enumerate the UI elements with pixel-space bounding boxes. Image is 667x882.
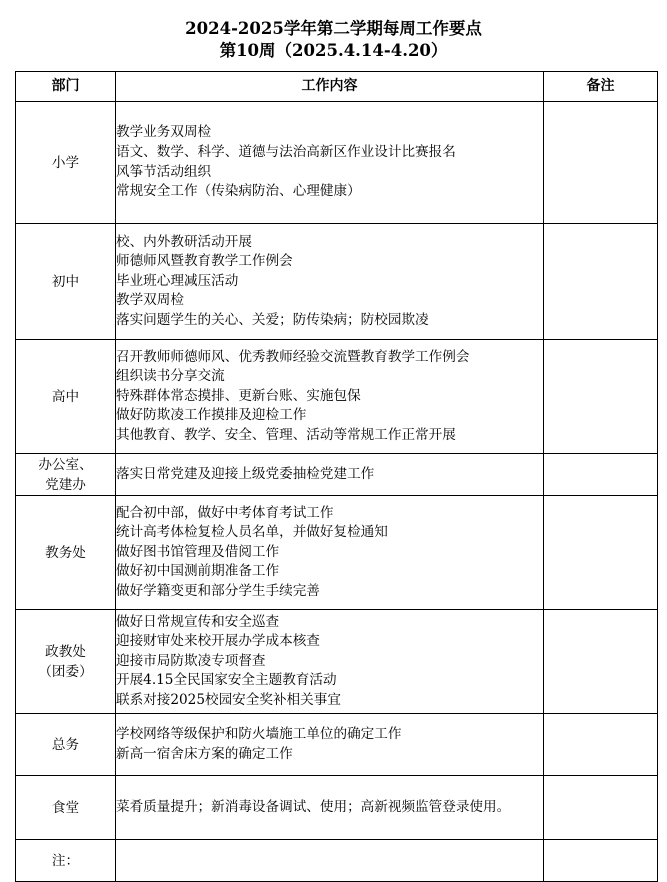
note-cell (544, 776, 658, 840)
work-item: 学校网络等级保护和防火墙施工单位的确定工作 (116, 725, 402, 742)
department-cell (16, 454, 116, 496)
remarks-label: 注： (51, 852, 80, 869)
table-row (16, 776, 658, 840)
content-cell (116, 714, 544, 776)
department-name: 初中 (51, 273, 80, 290)
work-item: 配合初中部，做好中考体育考试工作 (116, 504, 334, 521)
work-item: 特殊群体常态摸排、更新台账、实施包保 (116, 387, 361, 404)
work-item: 做好初中国测前期准备工作 (116, 563, 280, 580)
department-cell (16, 340, 116, 454)
work-item: 做好防欺凌工作摸排及迎检工作 (116, 407, 307, 424)
column-header-department: 部门 (16, 72, 116, 102)
column-header-content: 工作内容 (116, 72, 544, 102)
table-row (16, 840, 658, 882)
subtitle-line: 第10周（2025.4.14-4.20） (219, 41, 448, 60)
department-cell (16, 610, 116, 714)
work-item: 教学双周检 (116, 292, 184, 309)
column-header-notes: 备注 (544, 72, 658, 102)
work-item: 开展4.15全民国家安全主题教育活动 (116, 672, 337, 689)
work-item: 做好图书馆管理及借阅工作 (116, 543, 280, 560)
work-item: 语文、数学、科学、道德与法治高新区作业设计比赛报名 (116, 143, 456, 160)
work-item: 落实问题学生的关心、关爱；防传染病；防校园欺凌 (116, 311, 429, 328)
table-row (16, 610, 658, 714)
document-title (0, 18, 667, 62)
work-plan-table (15, 71, 658, 882)
table-row (16, 714, 658, 776)
department-name: 教务处 (45, 544, 86, 561)
work-item: 毕业班心理减压活动 (116, 272, 239, 289)
department-name: （团委） (38, 663, 93, 680)
table-row (16, 224, 658, 340)
table-row (16, 340, 658, 454)
note-cell (544, 840, 658, 882)
content-cell (116, 340, 544, 454)
note-cell (544, 340, 658, 454)
work-item: 菜肴质量提升；新消毒设备调试、使用；高新视频监管登录使用。 (116, 798, 511, 815)
work-item: 做好学籍变更和部分学生手续完善 (116, 582, 320, 599)
content-cell (116, 840, 544, 882)
department-cell (16, 714, 116, 776)
work-item: 迎接财审处来校开展办学成本核查 (116, 633, 320, 650)
department-cell (16, 224, 116, 340)
content-cell (116, 496, 544, 610)
note-cell (544, 610, 658, 714)
content-cell (116, 776, 544, 840)
work-item: 组织读书分享交流 (116, 368, 225, 385)
work-item: 统计高考体检复检人员名单，并做好复检通知 (116, 524, 388, 541)
table-row (16, 496, 658, 610)
work-item: 迎接市局防欺凌专项督查 (116, 652, 266, 669)
note-cell (544, 714, 658, 776)
note-cell (544, 496, 658, 610)
department-cell (16, 776, 116, 840)
work-item: 落实日常党建及迎接上级党委抽检党建工作 (116, 465, 375, 482)
table-row (16, 102, 658, 224)
department-name: 高中 (51, 388, 80, 405)
table-row (16, 454, 658, 496)
work-item: 召开教师师德师风、优秀教师经验交流暨教育教学工作例会 (116, 348, 470, 365)
work-item: 校、内外教研活动开展 (116, 233, 252, 250)
work-item: 联系对接2025校园安全奖补相关事宜 (116, 691, 341, 708)
department-cell (16, 102, 116, 224)
department-name: 总务 (51, 736, 80, 753)
department-cell (16, 840, 116, 882)
department-cell (16, 496, 116, 610)
work-item: 其他教育、教学、安全、管理、活动等常规工作正常开展 (116, 426, 456, 443)
content-cell (116, 102, 544, 224)
content-cell (116, 224, 544, 340)
department-name: 办公室、 (38, 456, 93, 473)
department-name: 小学 (51, 154, 80, 171)
work-item: 师德师风暨教育教学工作例会 (116, 253, 293, 270)
department-name: 食堂 (51, 799, 80, 816)
work-item: 常规安全工作（传染病防治、心理健康） (116, 183, 361, 200)
table-header-row (16, 72, 658, 102)
title-line: 2024-2025学年第二学期每周工作要点 (185, 19, 482, 38)
work-item: 新高一宿舍床方案的确定工作 (116, 745, 293, 762)
department-name: 党建办 (45, 476, 86, 493)
work-item: 做好日常规宣传和安全巡查 (116, 613, 280, 630)
note-cell (544, 102, 658, 224)
note-cell (544, 224, 658, 340)
content-cell (116, 610, 544, 714)
note-cell (544, 454, 658, 496)
work-item: 风筝节活动组织 (116, 163, 212, 180)
department-name: 政教处 (45, 643, 86, 660)
work-item: 教学业务双周检 (116, 124, 212, 141)
content-cell (116, 454, 544, 496)
